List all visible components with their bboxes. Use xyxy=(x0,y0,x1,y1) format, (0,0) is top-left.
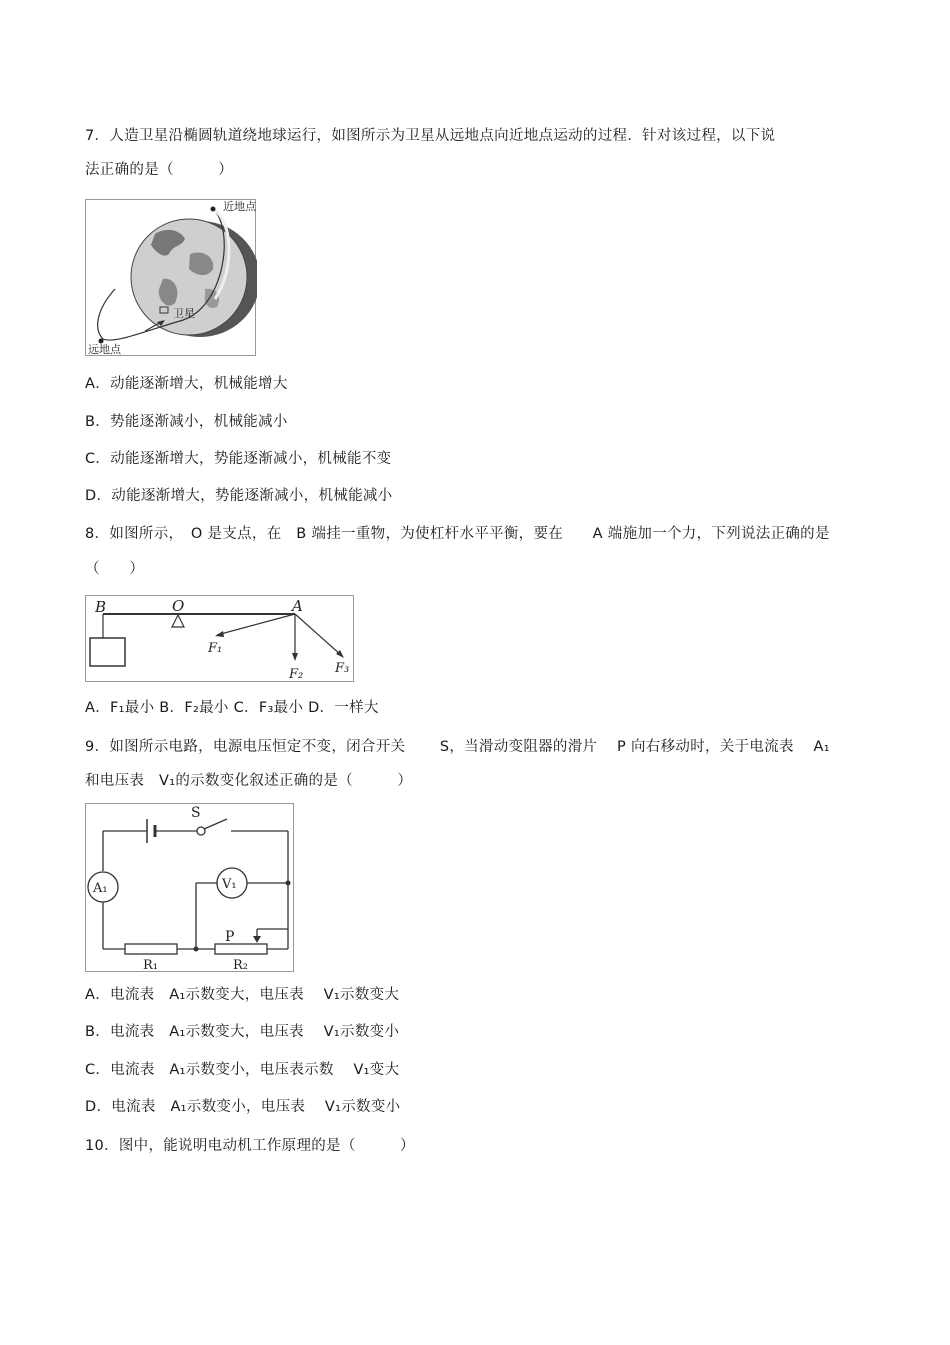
q9-option-a: A．电流表 A₁示数变大，电压表 V₁示数变大 xyxy=(85,987,400,1003)
satellite-label: 卫星 xyxy=(173,307,195,320)
lever-fulcrum-o-label: O xyxy=(172,597,185,615)
q8-lever-figure xyxy=(85,595,355,683)
q9-circuit-figure xyxy=(85,803,295,973)
force-f1-label: F₁ xyxy=(208,641,223,656)
q7-stem-line2: 法正确的是（ ） xyxy=(85,162,233,178)
q9-option-b: B．电流表 A₁示数变大，电压表 V₁示数变小 xyxy=(85,1024,400,1040)
q7-stem-line1: 7．人造卫星沿椭圆轨道绕地球运行，如图所示为卫星从远地点向近地点运动的过程．针对该过程，以下说 xyxy=(85,128,776,144)
q8-options: A．F₁最小 B．F₂最小 C．F₃最小 D．一样大 xyxy=(85,700,379,716)
q8-stem-line2: （ ） xyxy=(85,561,145,577)
ammeter-a1-label: A₁ xyxy=(93,881,108,896)
q7-option-b: B．势能逐渐减小，机械能减小 xyxy=(85,414,288,430)
q9-option-d: D．电流表 A₁示数变小，电压表 V₁示数变小 xyxy=(85,1099,401,1115)
q7-option-c: C．动能逐渐增大，势能逐渐减小，机械能不变 xyxy=(85,451,392,467)
switch-s-label: S xyxy=(191,805,201,821)
q7-option-a: A．动能逐渐增大，机械能增大 xyxy=(85,376,288,392)
q9-stem-line1: 9．如图所示电路，电源电压恒定不变，闭合开关 S，当滑动变阻器的滑片 P 向右移动时，关于电流表 A₁ xyxy=(85,739,830,755)
q7-satellite-orbit-figure xyxy=(85,199,257,357)
force-f3-label: F₃ xyxy=(335,661,350,676)
q7-option-d: D．动能逐渐增大，势能逐渐减小，机械能减小 xyxy=(85,488,393,504)
q9-option-c: C．电流表 A₁示数变小，电压表示数 V₁变大 xyxy=(85,1062,400,1078)
q10-stem: 10．图中，能说明电动机工作原理的是（ ） xyxy=(85,1138,415,1154)
resistor-r1-label: R₁ xyxy=(143,958,158,973)
slider-p-label: P xyxy=(225,929,235,945)
lever-point-b-label: B xyxy=(95,598,107,616)
q9-stem-line2: 和电压表 V₁的示数变化叙述正确的是（ ） xyxy=(85,773,413,789)
q8-stem-line1: 8．如图所示， O 是支点，在 B 端挂一重物，为使杠杆水平平衡，要在 A 端施加一个力，下列说法正确的是 xyxy=(85,526,830,542)
resistor-r2-label: R₂ xyxy=(233,958,248,973)
voltmeter-v1-label: V₁ xyxy=(222,877,237,892)
force-f2-label: F₂ xyxy=(289,667,304,682)
lever-point-a-label: A xyxy=(292,597,303,615)
apogee-label: 远地点 xyxy=(88,343,121,356)
perigee-label: 近地点 xyxy=(223,200,256,213)
